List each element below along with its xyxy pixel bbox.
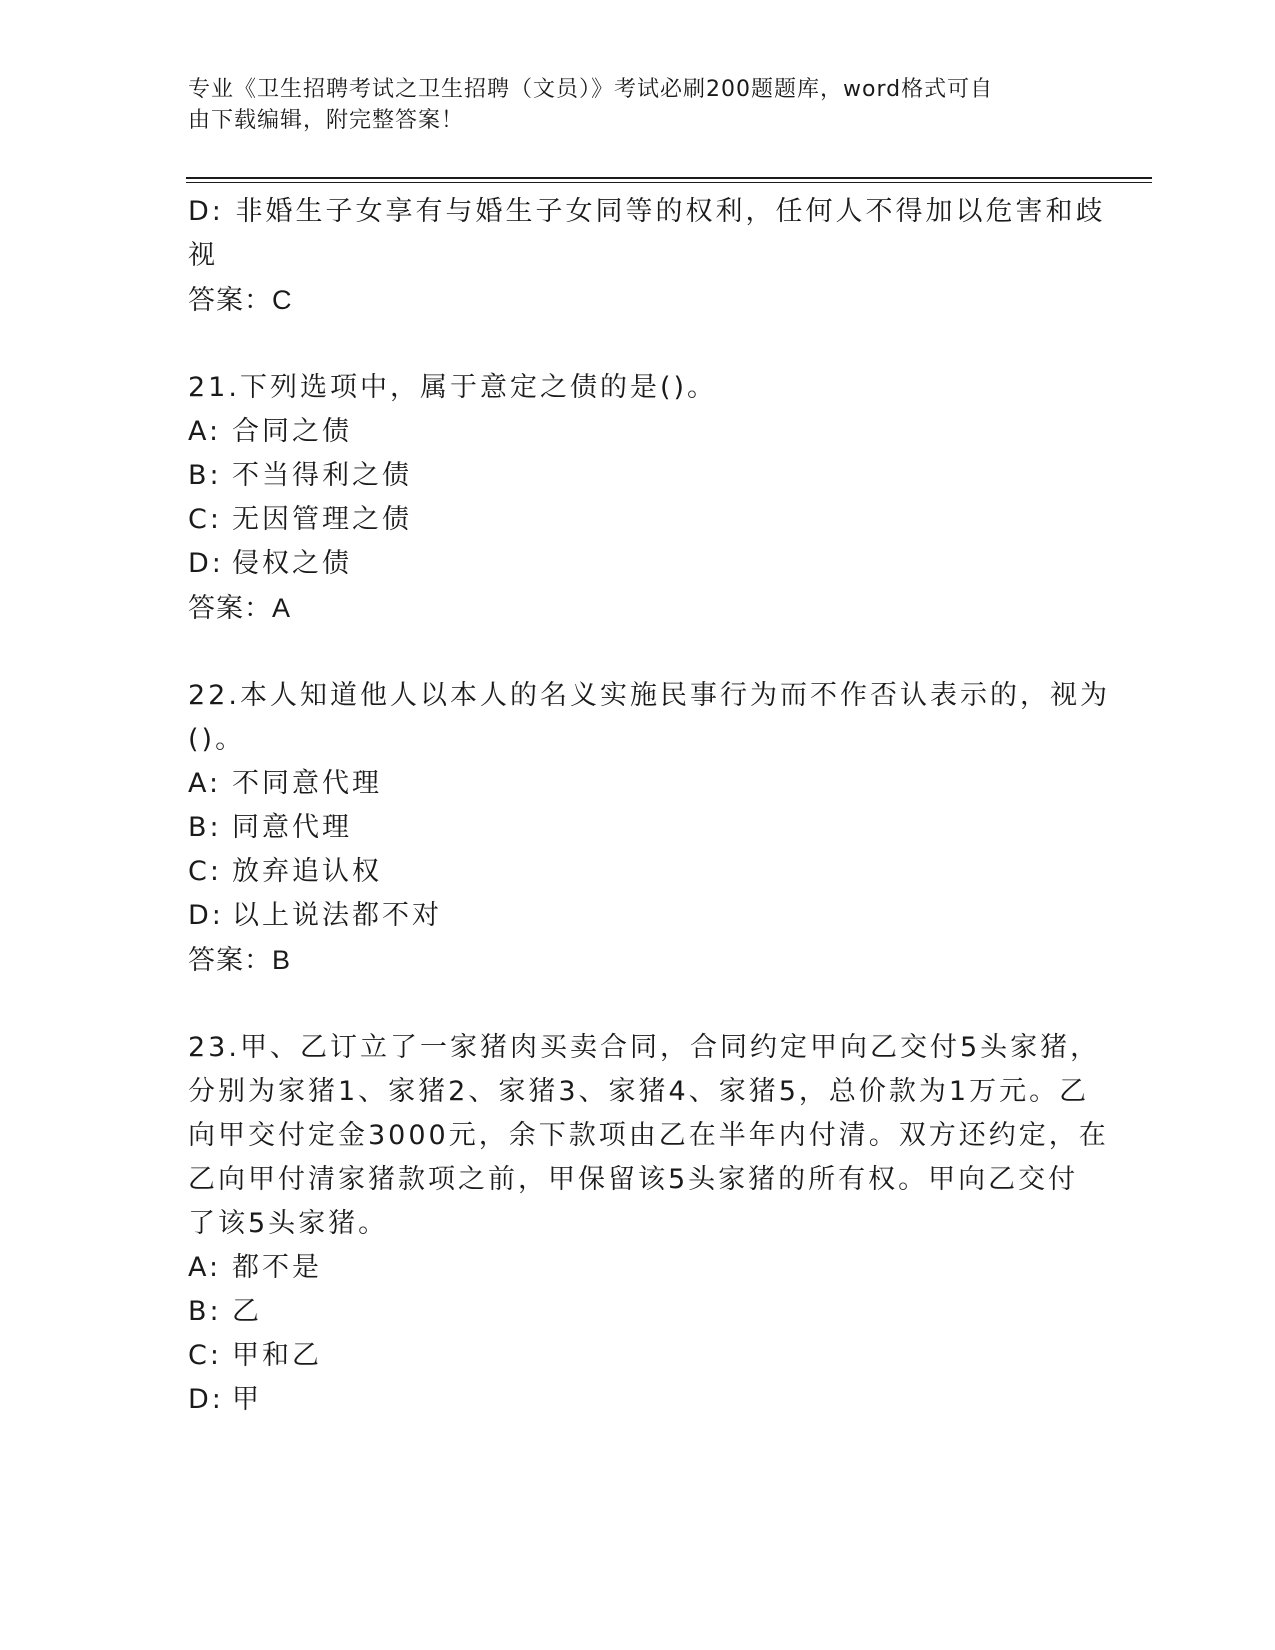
spacer [188,630,1088,674]
option-text: 甲 [232,1384,262,1415]
option-text: 放弃追认权 [232,856,382,887]
q22-stem-line1: 22.本人知道他人以本人的名义实施民事行为而不作否认表示的，视为 [188,680,1110,711]
q23-stem-line3: 向甲交付定金3000元，余下款项由乙在半年内付清。双方还约定，在 [188,1120,1109,1151]
q21-option-d [188,542,1088,586]
option-label: B: [188,460,222,491]
header-line-1: 专业《卫生招聘考试之卫生招聘（文员）》考试必刷200题题库，word格式可自 [188,77,994,102]
option-text: 同意代理 [232,812,352,843]
option-label: D: [188,1384,224,1415]
q20-option-d-line2: 视 [188,240,218,271]
option-text: 无因管理之债 [232,504,412,535]
option-label: A: [188,768,222,799]
q22-option-d [188,894,1088,938]
option-text: 合同之债 [232,416,352,447]
q21-stem: 21.下列选项中，属于意定之债的是()。 [188,372,718,403]
option-text: 不当得利之债 [232,460,412,491]
q22-answer: 答案：B [188,945,292,975]
option-text: 侵权之债 [232,548,352,579]
option-text: 乙 [232,1296,262,1327]
q21-option-b [188,454,1088,498]
option-label: C: [188,504,222,535]
option-label: B: [188,812,222,843]
header-line-2: 由下载编辑，附完整答案！ [188,108,465,133]
q22-stem-line2: ()。 [188,724,246,755]
option-text: 不同意代理 [232,768,382,799]
option-label: D: [188,548,224,579]
option-text: 都不是 [232,1252,322,1283]
q23-stem-line1: 23.甲、乙订立了一家猪肉买卖合同，合同约定甲向乙交付5头家猪， [188,1032,1101,1063]
q22-option-c [188,850,1088,894]
header-divider-thick [186,177,1152,179]
header-divider-thin [186,182,1152,183]
q22-option-a [188,762,1088,806]
q23-stem-line2: 分别为家猪1、家猪2、家猪3、家猪4、家猪5，总价款为1万元。乙 [188,1076,1090,1107]
q23-option-c [188,1334,1088,1378]
option-label: C: [188,1340,222,1371]
q20-answer: 答案：C [188,285,293,315]
q23-option-b [188,1290,1088,1334]
q21-answer: 答案：A [188,593,292,623]
q20-option-d-line1: D: 非婚生子女享有与婚生子女同等的权利，任何人不得加以危害和歧 [188,196,1106,227]
option-label: D: [188,900,224,931]
option-label: A: [188,1252,222,1283]
q23-option-a [188,1246,1088,1290]
option-label: C: [188,856,222,887]
q21-option-a [188,410,1088,454]
option-text: 以上说法都不对 [232,900,442,931]
q21-option-c [188,498,1088,542]
q23-stem-line4: 乙向甲付清家猪款项之前，甲保留该5头家猪的所有权。甲向乙交付 [188,1164,1079,1195]
document-header [188,74,1068,136]
q22-option-b [188,806,1088,850]
spacer [188,322,1088,366]
q23-stem-line5: 了该5头家猪。 [188,1208,389,1239]
spacer [188,982,1088,1026]
option-text: 甲和乙 [232,1340,322,1371]
question-content [188,190,1110,1422]
option-label: B: [188,1296,222,1327]
option-label: A: [188,416,222,447]
q23-option-d [188,1378,1088,1422]
